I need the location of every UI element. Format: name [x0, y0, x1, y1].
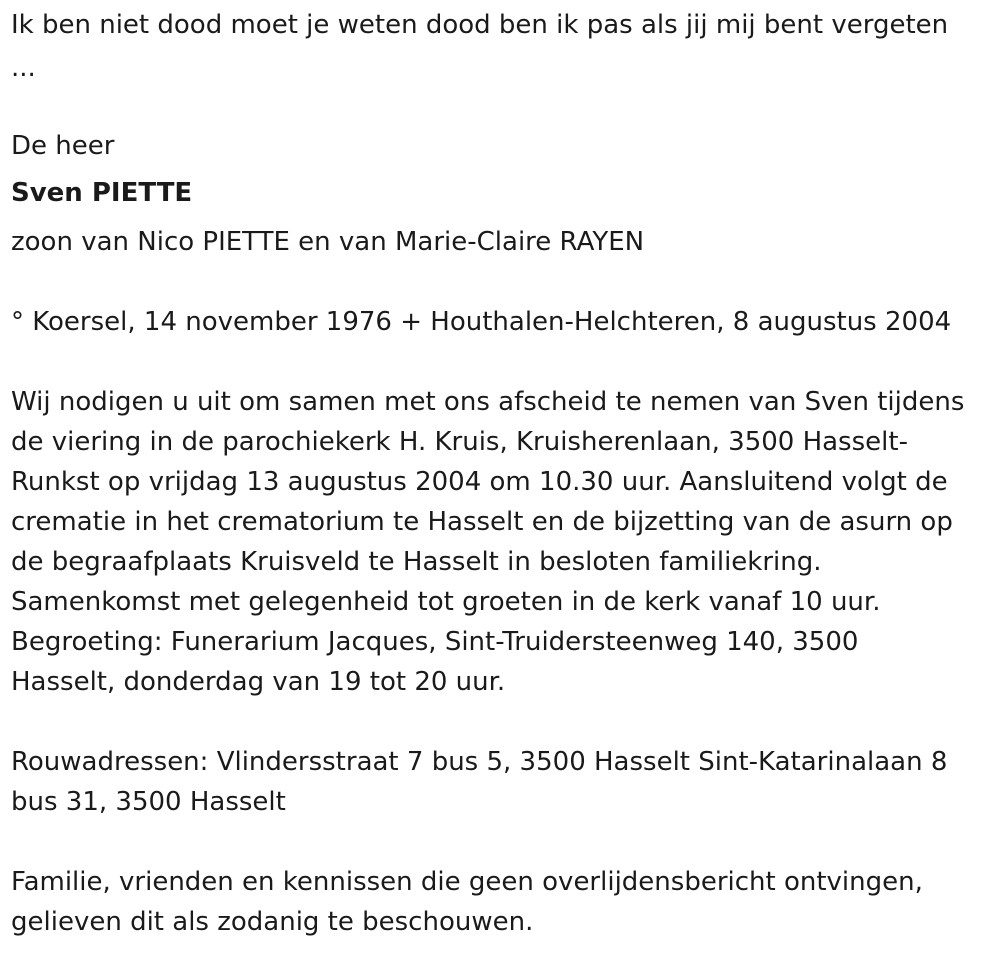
- ceremony-paragraph: [11, 382, 996, 702]
- closing-line: Familie, vrienden en kennissen die geen overlijdensbericht ontvingen,: [11, 867, 923, 897]
- address-line: Rouwadressen: Vlindersstraat 7 bus 5, 3500 Hasselt Sint-Katarinalaan 8: [11, 747, 948, 777]
- ceremony-line: de begraafplaats Kruisveld te Hasselt in besloten familiekring.: [11, 547, 822, 577]
- address-line: bus 31, 3500 Hasselt: [11, 787, 286, 817]
- addresses-paragraph: [11, 742, 996, 822]
- closing-line: gelieven dit als zodanig te beschouwen.: [11, 907, 534, 937]
- epigraph-line-1: Ik ben niet dood moet je weten dood ben ik pas als jij mij bent vergeten: [11, 10, 949, 40]
- ceremony-line: Wij nodigen u uit om samen met ons afscheid te nemen van Sven tijdens: [11, 387, 965, 417]
- deceased-name: Sven PIETTE: [11, 178, 193, 208]
- ceremony-line: crematie in het crematorium te Hasselt en de bijzetting van de asurn op: [11, 507, 953, 537]
- ceremony-line: Hasselt, donderdag van 19 tot 20 uur.: [11, 667, 506, 697]
- ceremony-line: Begroeting: Funerarium Jacques, Sint-Truidersteenweg 140, 3500: [11, 627, 859, 657]
- salutation: De heer: [11, 131, 115, 161]
- closing-paragraph: [11, 862, 996, 942]
- ceremony-line: Samenkomst met gelegenheid tot groeten in de kerk vanaf 10 uur.: [11, 587, 881, 617]
- epigraph-line-2: ...: [11, 53, 36, 83]
- birth-death-dates: ° Koersel, 14 november 1976 + Houthalen-Helchteren, 8 augustus 2004: [11, 307, 952, 337]
- ceremony-line: Runkst op vrijdag 13 augustus 2004 om 10.30 uur. Aansluitend volgt de: [11, 467, 948, 497]
- ceremony-line: de viering in de parochiekerk H. Kruis, Kruisherenlaan, 3500 Hasselt-: [11, 427, 908, 457]
- parents-line: zoon van Nico PIETTE en van Marie-Claire RAYEN: [11, 227, 645, 257]
